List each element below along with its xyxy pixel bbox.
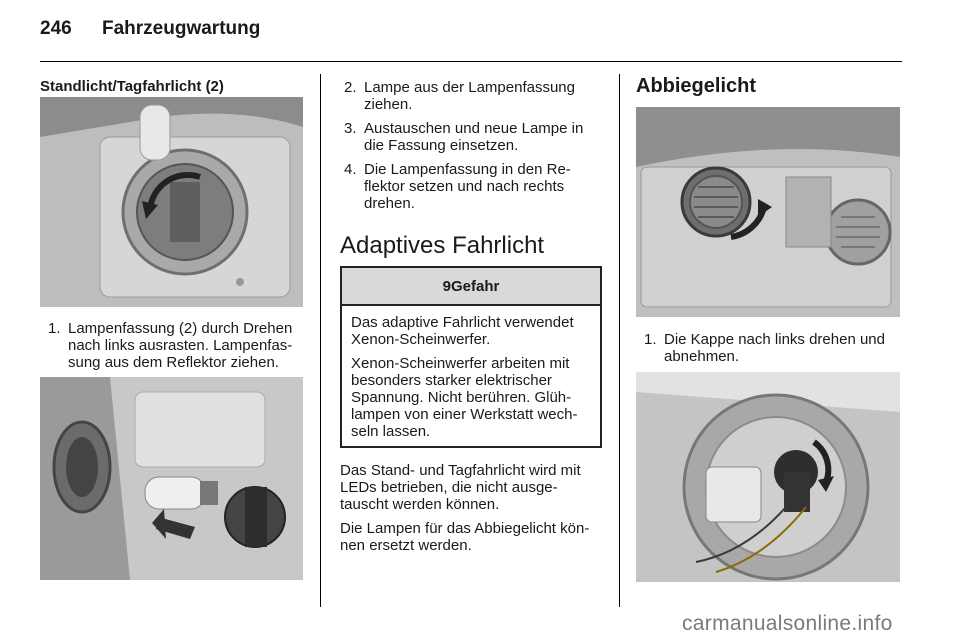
- warning-body: [342, 306, 600, 446]
- step-number: 1.: [48, 320, 61, 337]
- warning-triangle-icon: 9: [442, 277, 451, 295]
- step-text: Die Kappe nach links drehen und abnehmen.: [664, 331, 885, 365]
- section-heading: Adaptives Fahrlicht: [340, 232, 545, 259]
- step-text: Lampenfassung (2) durch Drehen nach links ausrasten. Lampenfas-sung aus dem Reflektor ziehen.: [68, 320, 293, 371]
- section-heading: Abbiegelicht: [636, 75, 757, 97]
- step-item: [340, 161, 602, 212]
- column-1-steps: [44, 320, 304, 378]
- step-item: [640, 331, 902, 365]
- warning-box: [340, 266, 602, 448]
- column-1: [40, 78, 304, 95]
- body-paragraph: Die Lampen für das Abbiegelicht kön-nen ersetzt werden.: [340, 520, 590, 554]
- warning-paragraph: Das adaptive Fahrlicht verwendet Xenon-Scheinwerfer.: [351, 314, 574, 348]
- column-2: [340, 79, 602, 219]
- warning-paragraph: Xenon-Scheinwerfer arbeiten mit besonders starker elektrischer Spannung. Nicht berühren. Glüh-lampen von einer Werkstatt wech-seln lassen.: [351, 355, 578, 440]
- page-header: [40, 18, 260, 40]
- warning-header: [342, 268, 600, 306]
- step-text: Die Lampenfassung in den Re-flektor setzen und nach rechts drehen.: [364, 161, 571, 212]
- watermark: carmanualsonline.info: [682, 612, 893, 635]
- column-3-steps: [640, 331, 902, 372]
- step-item: [44, 320, 304, 371]
- step-number: 1.: [644, 331, 657, 348]
- body-paragraph: Das Stand- und Tagfahrlicht wird mit LEDs betrieben, die nicht ausge-tauscht werden können.: [340, 462, 581, 513]
- step-text: Lampe aus der Lampenfassung ziehen.: [364, 79, 575, 113]
- figure-turning-light-bulb: [636, 372, 900, 582]
- page-title: Fahrzeugwartung: [102, 18, 261, 39]
- section-subheading: Standlicht/Tagfahrlicht (2): [40, 78, 224, 95]
- page-number: 246: [40, 18, 72, 39]
- step-item: [340, 120, 602, 154]
- column-divider-2: [619, 74, 620, 607]
- column-divider-1: [320, 74, 321, 607]
- step-number: 4.: [344, 161, 357, 178]
- figure-bulb-socket-rotate: [40, 97, 303, 307]
- step-item: [340, 79, 602, 113]
- header-rule: [40, 61, 902, 62]
- step-number: 2.: [344, 79, 357, 96]
- warning-title: Gefahr: [450, 277, 500, 295]
- step-number: 3.: [344, 120, 357, 137]
- figure-bulb-removal: [40, 377, 303, 580]
- column-2-body: [340, 462, 602, 561]
- figure-headlamp-cap: [636, 107, 900, 317]
- step-text: Austauschen und neue Lampe in die Fassung einsetzen.: [364, 120, 584, 154]
